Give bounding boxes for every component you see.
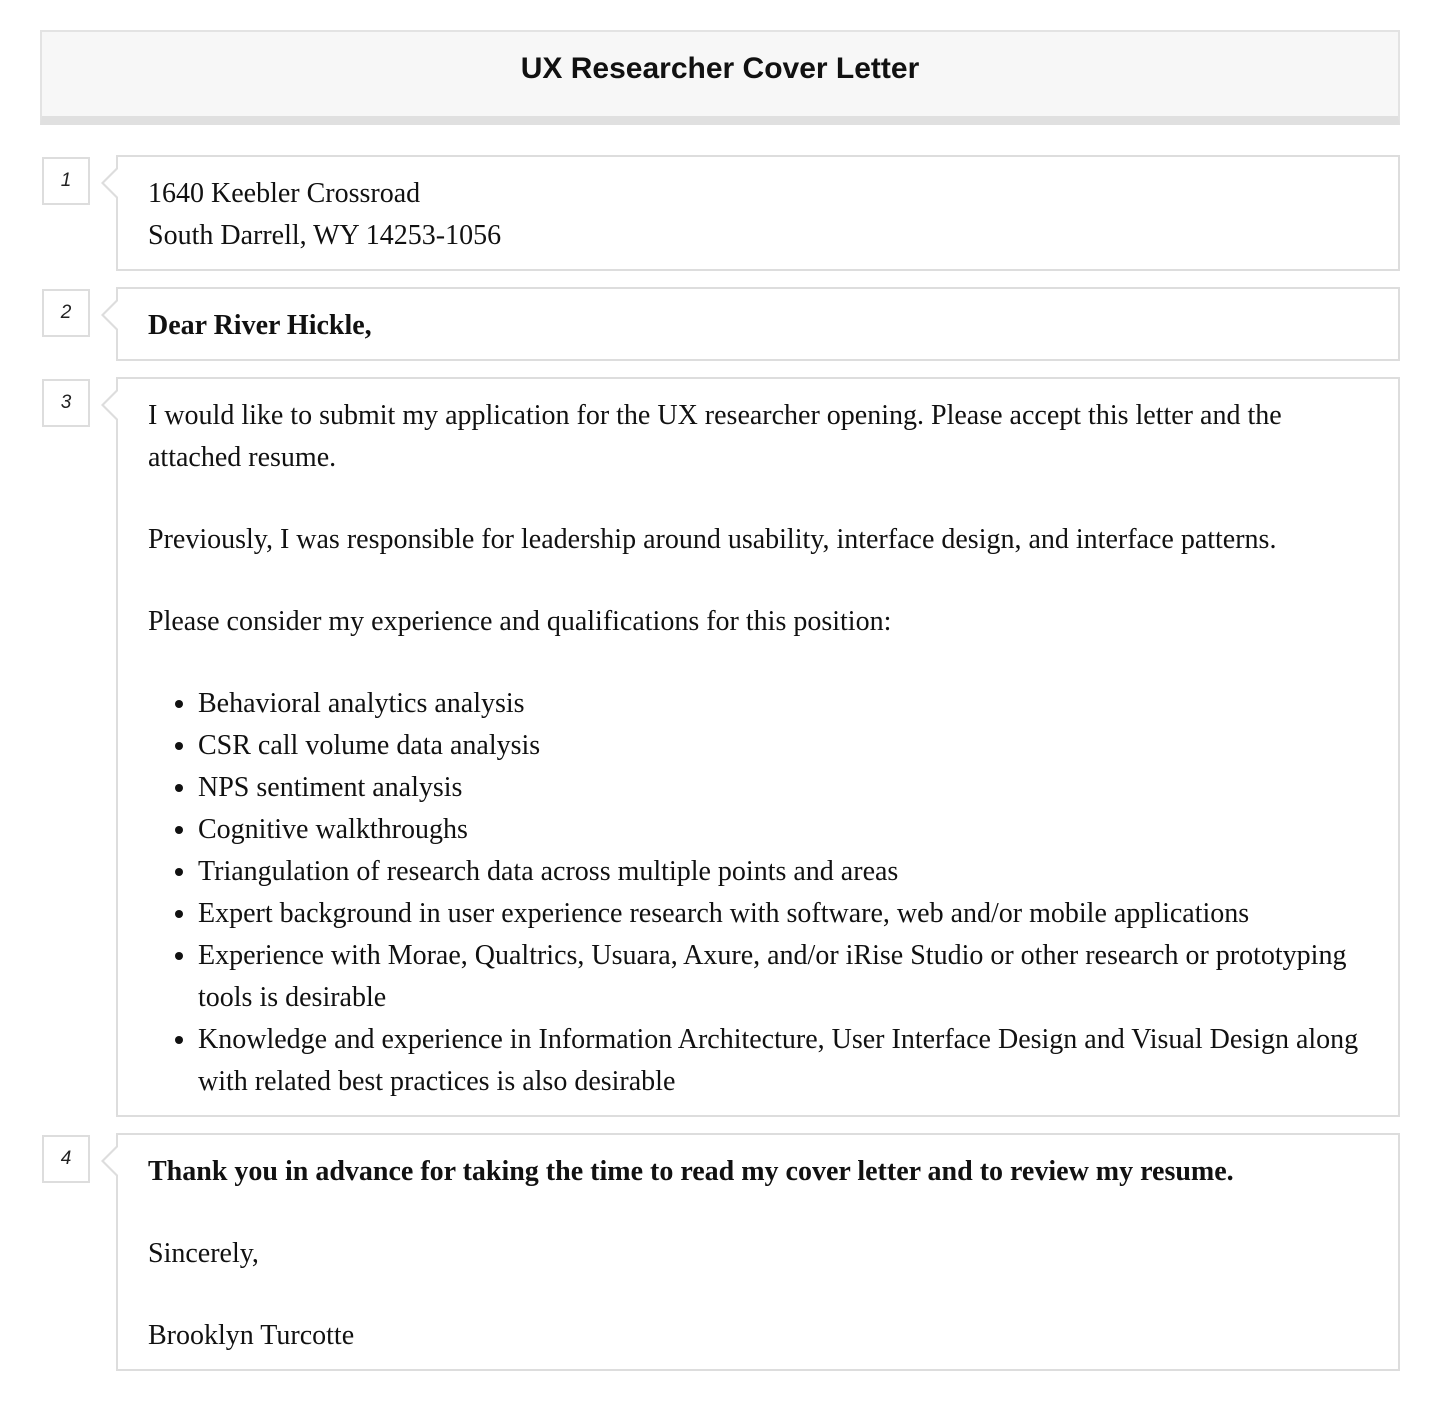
list-item: • Triangulation of research data across multiple points and areas bbox=[198, 851, 1368, 893]
list-item: • Knowledge and experience in Information Architecture, User Interface Design and Visual Design along with related best practices is also desirable bbox=[198, 1019, 1368, 1103]
section-number: 2 bbox=[42, 289, 90, 337]
list-item: • Behavioral analytics analysis bbox=[198, 683, 1368, 725]
list-item: • CSR call volume data analysis bbox=[198, 725, 1368, 767]
page-title: UX Researcher Cover Letter bbox=[520, 52, 920, 85]
intro-paragraph: I would like to submit my application for the UX researcher opening. Please accept this letter and the attached resume. bbox=[148, 400, 1282, 473]
signature-name: Brooklyn Turcotte bbox=[148, 1320, 355, 1351]
address-line-2: South Darrell, WY 14253-1056 bbox=[148, 220, 502, 251]
thanks-paragraph: Thank you in advance for taking the time to read my cover letter and to review my resume. bbox=[148, 1156, 1234, 1187]
greeting-card bbox=[116, 287, 1400, 361]
list-item: • Cognitive walkthroughs bbox=[198, 809, 1368, 851]
section-number: 3 bbox=[42, 379, 90, 427]
address-card bbox=[116, 155, 1400, 271]
previous-paragraph: Previously, I was responsible for leadership around usability, interface design, and interface patterns. bbox=[148, 524, 1277, 555]
list-item: • NPS sentiment analysis bbox=[198, 767, 1368, 809]
section-number: 1 bbox=[42, 157, 90, 205]
list-item: • Experience with Morae, Qualtrics, Usuara, Axure, and/or iRise Studio or other research or prototyping tools is desirable bbox=[198, 935, 1368, 1019]
section-address bbox=[40, 155, 1400, 271]
closing-salutation: Sincerely, bbox=[148, 1238, 259, 1269]
body-card bbox=[116, 377, 1400, 1117]
address-line-1: 1640 Keebler Crossroad bbox=[148, 178, 421, 209]
section-greeting bbox=[40, 287, 1400, 361]
greeting: Dear River Hickle, bbox=[148, 310, 372, 341]
consider-paragraph: Please consider my experience and qualifications for this position: bbox=[148, 606, 892, 637]
page-header bbox=[40, 30, 1400, 125]
qualifications-list bbox=[148, 683, 1368, 1103]
section-body bbox=[40, 377, 1400, 1117]
closing-card bbox=[116, 1133, 1400, 1371]
list-item: • Expert background in user experience research with software, web and/or mobile applications bbox=[198, 893, 1368, 935]
section-closing bbox=[40, 1133, 1400, 1371]
section-number: 4 bbox=[42, 1135, 90, 1183]
